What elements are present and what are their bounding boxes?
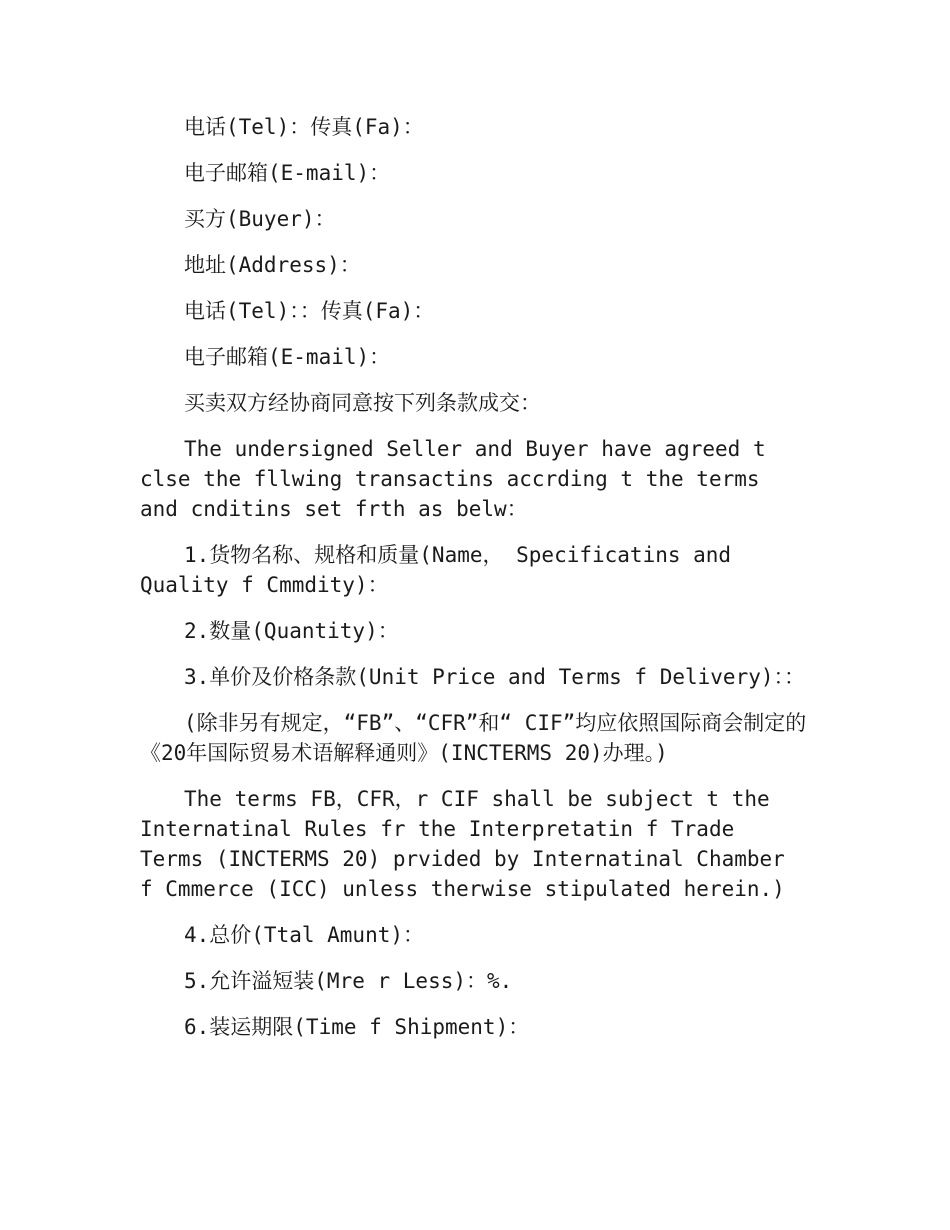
clause-3-unit-price: 3.单价及价格条款(Unit Price and Terms f Delivery)：：: [184, 665, 806, 689]
clause-4-total-amount: 4.总价(Ttal Amunt)：: [184, 923, 425, 947]
buyer-address-line: 地址(Address)：: [184, 253, 361, 277]
buyer-tel-fax-line: 电话(Tel)：：传真(Fa)：: [184, 299, 435, 323]
clause-2-quantity: 2.数量(Quantity)：: [184, 619, 399, 643]
incoterms-note-cn: (除非另有规定，“FB”、“CFR”和“ CIF”均应依照国际商会制定的《20年国际贸易术语解释通则》(INCTERMS 20)办理。): [140, 711, 807, 765]
buyer-line: 买方(Buyer)：: [184, 207, 336, 231]
clause-1-commodity: 1.货物名称、规格和质量(Name， Specificatins and Quality f Cmmdity)：: [140, 543, 732, 597]
buyer-email-line: 电子邮箱(E-mail)：: [184, 345, 391, 369]
agreement-intro-en: The undersigned Seller and Buyer have agreed t clse the fllwing transactins accrding t the terms and cnditins set frth as belw：: [140, 437, 766, 521]
clause-5-more-or-less: 5.允许溢短装(Mre r Less)：%.: [184, 969, 513, 993]
agreement-intro-cn: 买卖双方经协商同意按下列条款成交：: [184, 391, 541, 415]
seller-tel-fax-line: 电话(Tel)：传真(Fa)：: [184, 115, 424, 139]
clause-6-time-of-shipment: 6.装运期限(Time f Shipment)：: [184, 1015, 530, 1039]
seller-email-line: 电子邮箱(E-mail)：: [184, 161, 391, 185]
document-body: [140, 112, 808, 1058]
incoterms-note-en: The terms FB，CFR，r CIF shall be subject t the Internatinal Rules fr the Interpretatin f Trade Terms (INCTERMS 20) prvided by Internatinal Chamber f Cmmerce (ICC) unless therwise stipulated herein.): [140, 787, 785, 901]
